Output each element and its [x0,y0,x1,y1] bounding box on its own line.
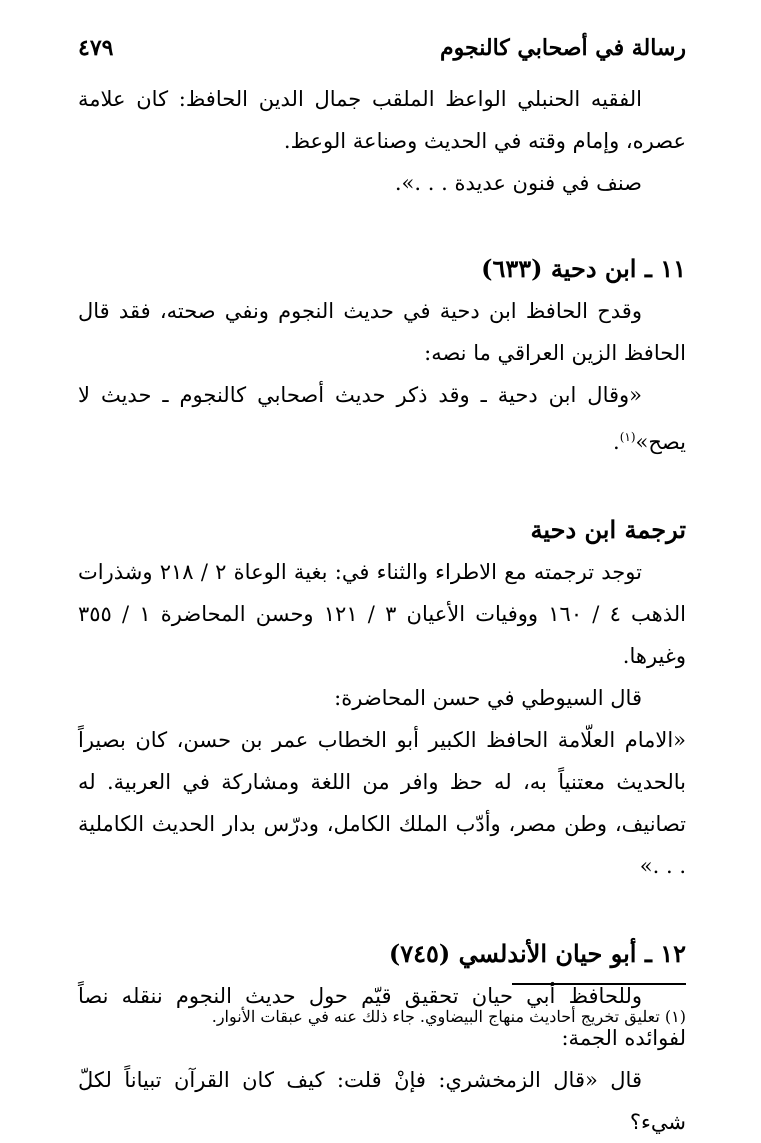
paragraph-abu-hayyan: وللحافظ أبي حيان تحقيق قيّم حول حديث النجوم ننقله نصاً لفوائده الجمة: [78,984,686,1050]
subheading-biography: ترجمة ابن دحية [530,515,686,544]
page-number: ٤٧٩ [78,35,114,61]
paragraph-quote-iraqi [78,374,686,463]
paragraph-criticism: وقدح الحافظ ابن دحية في حديث النجوم ونفي صحته، فقد قال الحافظ الزين العراقي ما نصه: [78,299,686,365]
footnote-marker: (١) [619,430,636,444]
footnote: (١) تعليق تخريج أحاديث منهاج البيضاوي. جاء ذلك عنه في عبقات الأنوار. [211,1007,686,1026]
paragraph-suyuti-quote: «الامام العلّامة الحافظ الكبير أبو الخطاب عمر بن حسن، كان بصيراً بالحديث معتنياً به، له حظ وافر من اللغة ومشاركة في العربية. له تصانيف، وطن مصر، وأدّب الملك الكامل، ودرّس بدار الحديث الكاملية . . .» [78,728,686,878]
quote-end-period: . [613,430,620,454]
paragraph-sources: توجد ترجمته مع الاطراء والثناء في: بغية الوعاة ٢ / ٢١٨ وشذرات الذهب ٤ / ١٦٠ ووفيات الأعيان ٣ / ١٢١ وحسن المحاضرة ١ / ٣٥٥ وغيرها. [78,560,686,668]
paragraph-zamakhshari: قال «قال الزمخشري: فإنْ قلت: كيف كان القرآن تبياناً لكلّ شيء؟ [78,1068,686,1134]
quote-text: «وقال ابن دحية ـ وقد ذكر حديث أصحابي كالنجوم ـ حديث لا يصح» [78,383,686,454]
footnote-separator [512,983,686,985]
running-title: رسالة في أصحابي كالنجوم [440,35,686,61]
paragraph-suyuti-intro: قال السيوطي في حسن المحاضرة: [334,686,642,710]
paragraph-biography-end: الفقيه الحنبلي الواعظ الملقب جمال الدين الحافظ: كان علامة عصره، وإمام وقته في الحديث وصناعة الوعظ. [78,87,686,153]
paragraph-works: صنف في فنون عديدة . . .». [394,171,642,195]
section-heading-abu-hayyan: ١٢ ـ أبو حيان الأندلسي (٧٤٥) [388,939,686,968]
section-heading-ibn-dihya: ١١ ـ ابن دحية (٦٣٣) [481,254,686,283]
page-header [78,28,686,68]
